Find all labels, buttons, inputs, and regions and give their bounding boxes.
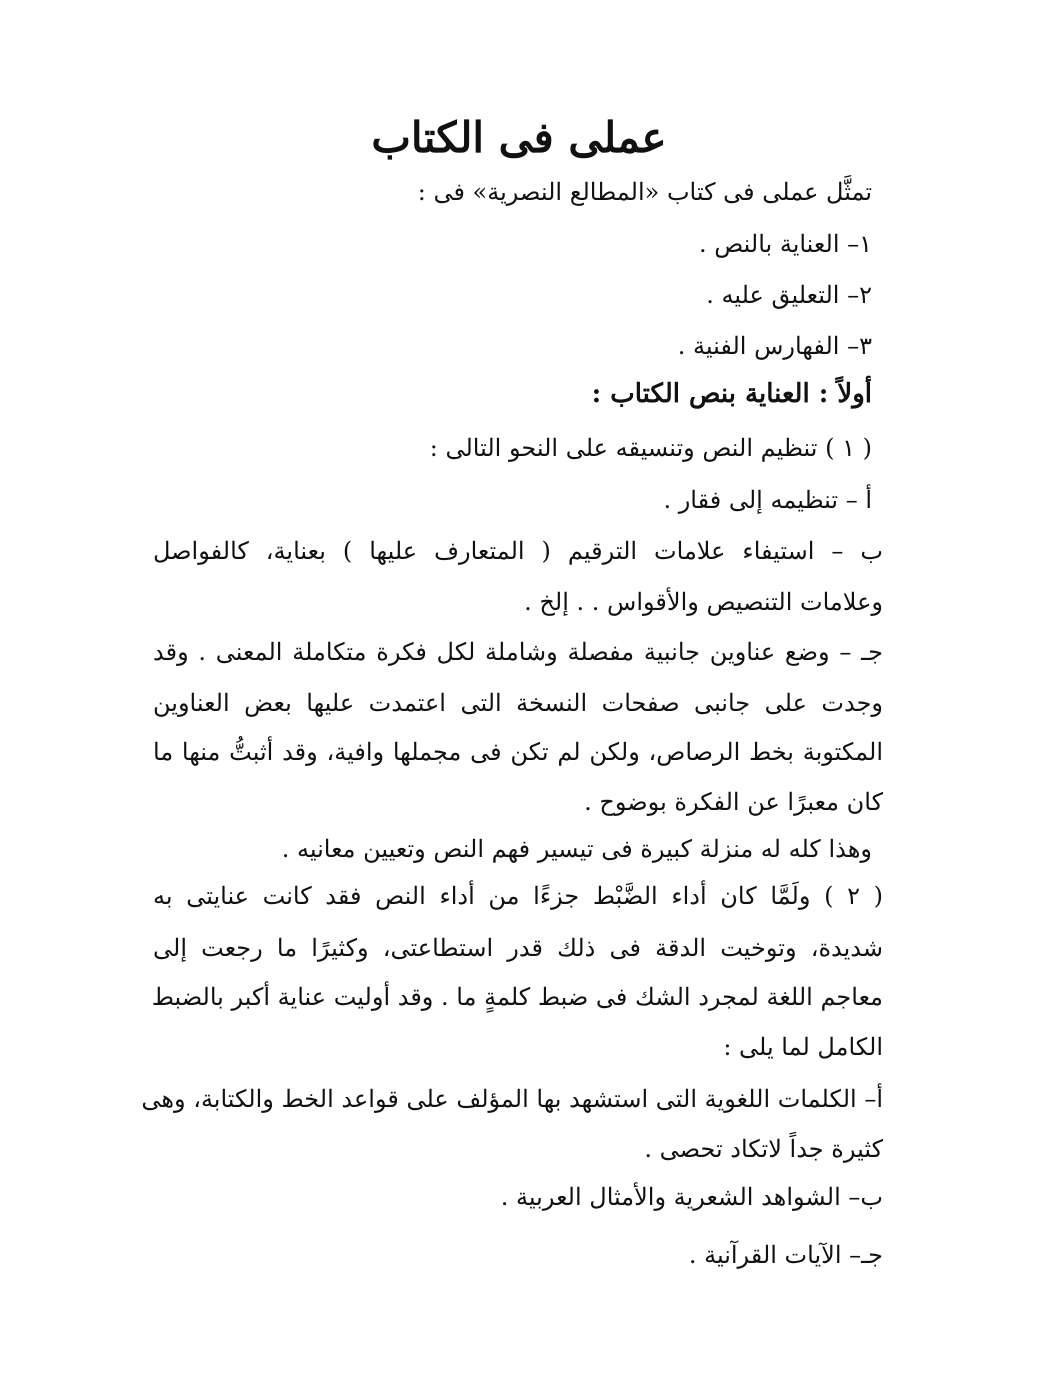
- paragraph-line: شديدة، وتوخيت الدقة فى ذلك قدر استطاعتى، وكثيرًا ما رجعت إلى: [153, 934, 883, 962]
- paragraph-line: كثيرة جداً لاتكاد تحصى .: [644, 1135, 883, 1163]
- paragraph-line: الكامل لما يلى :: [723, 1033, 883, 1061]
- list-item: ٢– التعليق عليه .: [706, 281, 872, 309]
- list-item: ٣– الفهارس الفنية .: [677, 332, 872, 360]
- paragraph-line: وهذا كله له منزلة كبيرة فى تيسير فهم النص وتعيين معانيه .: [281, 835, 872, 863]
- paragraph-line: وجدت على جانبى صفحات النسخة التى اعتمدت عليها بعض العناوين: [153, 689, 883, 717]
- intro-line: تمثَّل عملى فى كتاب «المطالع النصرية» فى :: [417, 178, 872, 206]
- paragraph-line: ب – استيفاء علامات الترقيم ( المتعارف عليها ) بعناية، كالفواصل: [153, 537, 883, 565]
- paragraph-line: جـ – وضع عناوين جانبية مفصلة وشاملة لكل فكرة متكاملة المعنى . وقد: [153, 638, 883, 666]
- paragraph-line: جـ– الآيات القرآنية .: [688, 1241, 883, 1269]
- paragraph-line: المكتوبة بخط الرصاص، ولكن لم تكن فى مجملها وافية، وقد أثبتُّ منها ما: [153, 738, 883, 766]
- paragraph-line: معاجم اللغة لمجرد الشك فى ضبط كلمةٍ ما . وقد أوليت عناية أكبر بالضبط: [151, 983, 883, 1011]
- paragraph-line: أ – تنظيمه إلى فقار .: [663, 486, 872, 514]
- paragraph-line: ب– الشواهد الشعرية والأمثال العربية .: [500, 1183, 883, 1211]
- paragraph-line: وعلامات التنصيص والأقواس . . إلخ .: [524, 588, 883, 616]
- paragraph-line: ( ١ ) تنظيم النص وتنسيقه على النحو التالى :: [429, 434, 872, 462]
- paragraph-line: أ– الكلمات اللغوية التى استشهد بها المؤلف على قواعد الخط والكتابة، وهى: [141, 1085, 883, 1113]
- paragraph-line: ( ٢ ) ولَمَّا كان أداء الضَّبْط جزءًا من أداء النص فقد كانت عنايتى به: [153, 882, 884, 910]
- page-title: عملى فى الكتاب: [371, 113, 667, 162]
- section-heading: أولاً : العناية بنص الكتاب :: [591, 379, 872, 409]
- paragraph-line: كان معبرًا عن الفكرة بوضوح .: [584, 788, 883, 816]
- list-item: ١– العناية بالنص .: [698, 230, 872, 258]
